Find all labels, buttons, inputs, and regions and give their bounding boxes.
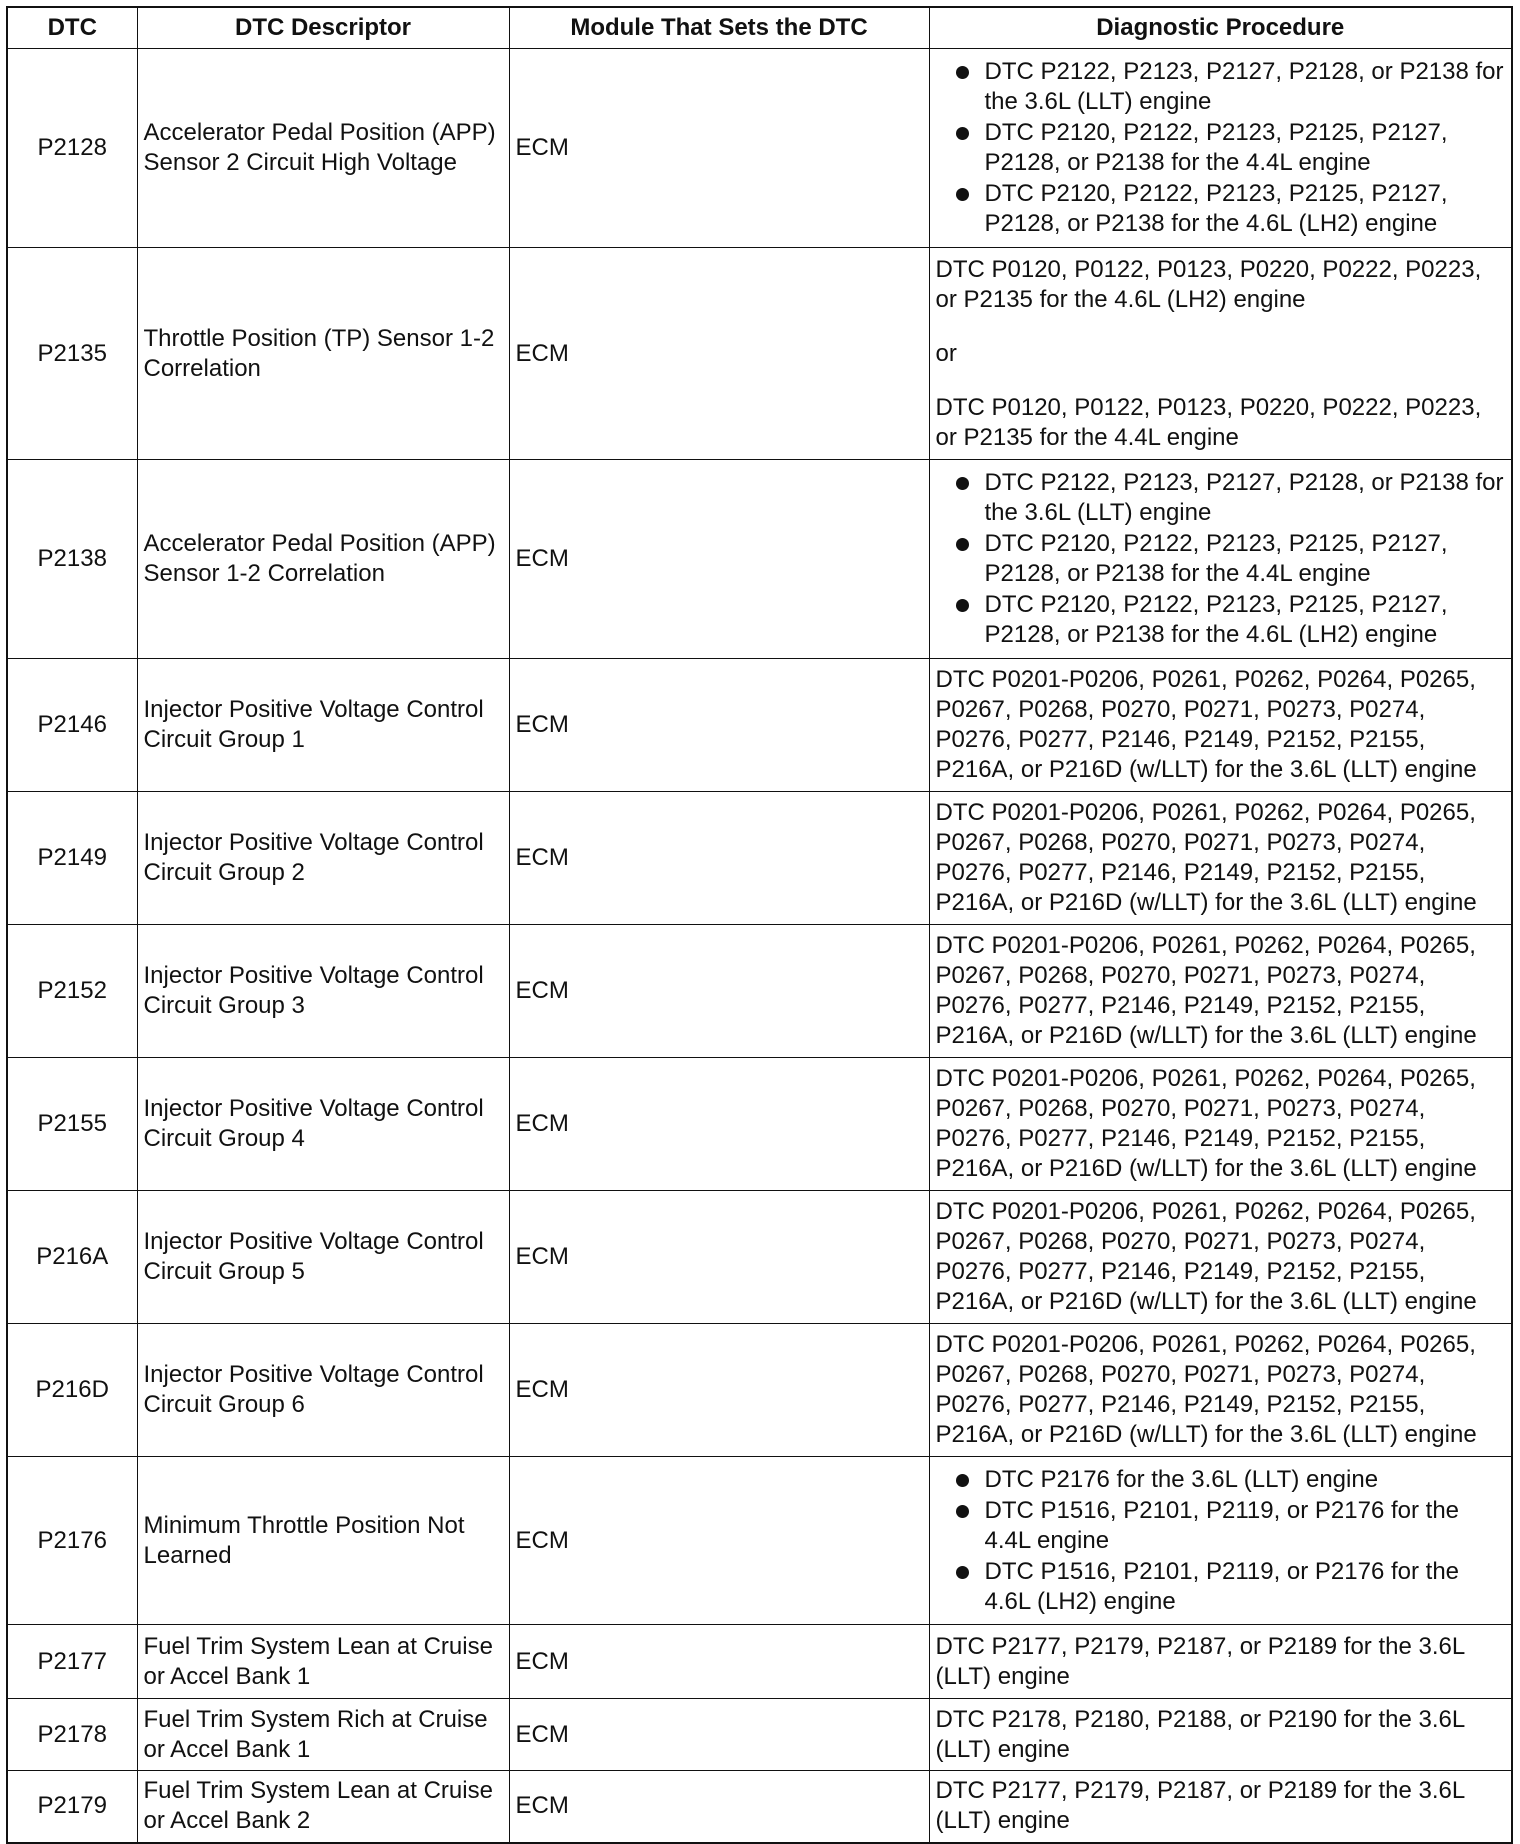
table-row — [7, 460, 1512, 659]
dtc-code-cell: P2178 — [7, 1699, 137, 1771]
header-module: Module That Sets the DTC — [509, 7, 929, 49]
header-procedure: Diagnostic Procedure — [929, 7, 1512, 49]
diagnostic-procedure-cell — [929, 925, 1512, 1058]
diagnostic-procedure-cell — [929, 1324, 1512, 1457]
procedure-text: DTC P2122, P2123, P2127, P2128, or P2138 for the 3.6L (LLT) engine — [984, 58, 1504, 115]
module-cell: ECM — [509, 925, 929, 1058]
bullet-icon — [956, 1566, 969, 1579]
procedure-list-item — [936, 118, 1506, 178]
procedure-paragraph: DTC P0201-P0206, P0261, P0262, P0264, P0265, P0267, P0268, P0270, P0271, P0273, P0274, P0276, P0277, P2146, P2149, P2152, P2155, P216A, or P216D (w/LLT) for the 3.6L (LLT) engine — [935, 1198, 1477, 1315]
module-cell: ECM — [509, 49, 929, 248]
procedure-text: DTC P2120, P2122, P2123, P2125, P2127, P2128, or P2138 for the 4.4L engine — [984, 530, 1448, 587]
procedure-list-item — [936, 1496, 1506, 1556]
dtc-code-cell: P216D — [7, 1324, 137, 1457]
dtc-code-cell: P2179 — [7, 1771, 137, 1843]
dtc-descriptor-cell: Fuel Trim System Lean at Cruise or Accel Bank 1 — [137, 1625, 509, 1699]
diagnostic-procedure-cell — [929, 49, 1512, 248]
table-row — [7, 49, 1512, 248]
dtc-descriptor-cell: Fuel Trim System Lean at Cruise or Accel Bank 2 — [137, 1771, 509, 1843]
paragraph-gap — [936, 315, 1506, 339]
procedure-paragraph: DTC P2177, P2179, P2187, or P2189 for the 3.6L (LLT) engine — [935, 1632, 1465, 1690]
procedure-text: DTC P2120, P2122, P2123, P2125, P2127, P2128, or P2138 for the 4.6L (LH2) engine — [984, 591, 1448, 648]
procedure-paragraph: DTC P0120, P0122, P0123, P0220, P0222, P0223, or P2135 for the 4.6L (LH2) engine — [935, 255, 1482, 313]
dtc-table — [6, 6, 1513, 1844]
paragraph-gap — [936, 369, 1506, 393]
diagnostic-procedure-cell — [929, 1191, 1512, 1324]
procedure-paragraph: or — [935, 339, 957, 367]
dtc-code-cell: P216A — [7, 1191, 137, 1324]
procedure-text: DTC P2176 for the 3.6L (LLT) engine — [984, 1465, 1379, 1493]
bullet-icon — [956, 599, 969, 612]
diagnostic-procedure-cell — [929, 659, 1512, 792]
dtc-descriptor-cell: Injector Positive Voltage Control Circuit Group 3 — [137, 925, 509, 1058]
dtc-descriptor-cell: Throttle Position (TP) Sensor 1-2 Correlation — [137, 248, 509, 460]
diagnostic-procedure-cell — [929, 1457, 1512, 1625]
diagnostic-procedure-cell — [929, 792, 1512, 925]
table-row — [7, 1771, 1512, 1843]
table-body — [7, 49, 1512, 1843]
procedure-text: DTC P1516, P2101, P2119, or P2176 for the 4.4L engine — [984, 1496, 1460, 1554]
bullet-icon — [956, 538, 969, 551]
module-cell: ECM — [509, 659, 929, 792]
dtc-code-cell: P2176 — [7, 1457, 137, 1625]
table-row — [7, 1625, 1512, 1699]
dtc-descriptor-cell: Injector Positive Voltage Control Circuit Group 1 — [137, 659, 509, 792]
dtc-code-cell: P2149 — [7, 792, 137, 925]
table-row — [7, 1699, 1512, 1771]
table-row — [7, 792, 1512, 925]
module-cell: ECM — [509, 460, 929, 659]
diagnostic-procedure-cell — [929, 1699, 1512, 1771]
header-dtc: DTC — [7, 7, 137, 49]
procedure-text: DTC P2122, P2123, P2127, P2128, or P2138 for the 3.6L (LLT) engine — [984, 469, 1504, 526]
dtc-descriptor-cell: Accelerator Pedal Position (APP) Sensor 1-2 Correlation — [137, 460, 509, 659]
table-row — [7, 659, 1512, 792]
module-cell: ECM — [509, 1771, 929, 1843]
dtc-code-cell: P2135 — [7, 248, 137, 460]
procedure-paragraph: DTC P2178, P2180, P2188, or P2190 for the 3.6L (LLT) engine — [935, 1705, 1465, 1763]
dtc-code-cell: P2152 — [7, 925, 137, 1058]
procedure-list-item — [936, 1465, 1506, 1495]
dtc-descriptor-cell: Injector Positive Voltage Control Circuit Group 5 — [137, 1191, 509, 1324]
module-cell: ECM — [509, 1625, 929, 1699]
bullet-icon — [956, 477, 969, 490]
procedure-list-item — [936, 57, 1506, 117]
procedure-list-item — [936, 179, 1506, 239]
bullet-icon — [956, 1505, 969, 1518]
header-descriptor: DTC Descriptor — [137, 7, 509, 49]
dtc-code-cell: P2146 — [7, 659, 137, 792]
module-cell: ECM — [509, 1699, 929, 1771]
bullet-icon — [956, 1474, 969, 1487]
table-row — [7, 1457, 1512, 1625]
procedure-list-item — [936, 590, 1506, 650]
table-row — [7, 1324, 1512, 1457]
diagnostic-procedure-cell — [929, 1058, 1512, 1191]
procedure-paragraph: DTC P2177, P2179, P2187, or P2189 for the 3.6L (LLT) engine — [935, 1777, 1465, 1835]
procedure-paragraph: DTC P0201-P0206, P0261, P0262, P0264, P0265, P0267, P0268, P0270, P0271, P0273, P0274, P0276, P0277, P2146, P2149, P2152, P2155, P216A, or P216D (w/LLT) for the 3.6L (LLT) engine — [935, 1065, 1477, 1182]
dtc-code-cell: P2138 — [7, 460, 137, 659]
procedure-text: DTC P1516, P2101, P2119, or P2176 for the 4.6L (LH2) engine — [984, 1557, 1460, 1615]
dtc-code-cell: P2128 — [7, 49, 137, 248]
procedure-paragraph: DTC P0201-P0206, P0261, P0262, P0264, P0265, P0267, P0268, P0270, P0271, P0273, P0274, P0276, P0277, P2146, P2149, P2152, P2155, P216A, or P216D (w/LLT) for the 3.6L (LLT) engine — [935, 1331, 1477, 1448]
dtc-descriptor-cell: Accelerator Pedal Position (APP) Sensor 2 Circuit High Voltage — [137, 49, 509, 248]
procedure-bullet-list — [936, 468, 1506, 650]
dtc-descriptor-cell: Injector Positive Voltage Control Circuit Group 4 — [137, 1058, 509, 1191]
dtc-code-cell: P2155 — [7, 1058, 137, 1191]
header-row — [7, 7, 1512, 49]
procedure-text: DTC P2120, P2122, P2123, P2125, P2127, P2128, or P2138 for the 4.4L engine — [984, 119, 1448, 176]
diagnostic-procedure-cell — [929, 248, 1512, 460]
table-row — [7, 248, 1512, 460]
dtc-descriptor-cell: Fuel Trim System Rich at Cruise or Accel Bank 1 — [137, 1699, 509, 1771]
procedure-paragraph: DTC P0201-P0206, P0261, P0262, P0264, P0265, P0267, P0268, P0270, P0271, P0273, P0274, P0276, P0277, P2146, P2149, P2152, P2155, P216A, or P216D (w/LLT) for the 3.6L (LLT) engine — [935, 666, 1477, 783]
dtc-descriptor-cell: Minimum Throttle Position Not Learned — [137, 1457, 509, 1625]
dtc-descriptor-cell: Injector Positive Voltage Control Circuit Group 2 — [137, 792, 509, 925]
bullet-icon — [956, 66, 969, 79]
table-row — [7, 925, 1512, 1058]
module-cell: ECM — [509, 1191, 929, 1324]
procedure-list-item — [936, 468, 1506, 528]
procedure-list-item — [936, 529, 1506, 589]
module-cell: ECM — [509, 1058, 929, 1191]
procedure-paragraph: DTC P0201-P0206, P0261, P0262, P0264, P0265, P0267, P0268, P0270, P0271, P0273, P0274, P0276, P0277, P2146, P2149, P2152, P2155, P216A, or P216D (w/LLT) for the 3.6L (LLT) engine — [935, 799, 1477, 916]
module-cell: ECM — [509, 792, 929, 925]
dtc-descriptor-cell: Injector Positive Voltage Control Circuit Group 6 — [137, 1324, 509, 1457]
table-row — [7, 1191, 1512, 1324]
table-row — [7, 1058, 1512, 1191]
procedure-text: DTC P2120, P2122, P2123, P2125, P2127, P2128, or P2138 for the 4.6L (LH2) engine — [984, 180, 1448, 237]
procedure-bullet-list — [936, 1465, 1506, 1617]
diagnostic-procedure-cell — [929, 460, 1512, 659]
diagnostic-procedure-cell — [929, 1625, 1512, 1699]
diagnostic-procedure-cell — [929, 1771, 1512, 1843]
procedure-paragraph: DTC P0201-P0206, P0261, P0262, P0264, P0265, P0267, P0268, P0270, P0271, P0273, P0274, P0276, P0277, P2146, P2149, P2152, P2155, P216A, or P216D (w/LLT) for the 3.6L (LLT) engine — [935, 932, 1477, 1049]
module-cell: ECM — [509, 248, 929, 460]
bullet-icon — [956, 188, 969, 201]
procedure-bullet-list — [936, 57, 1506, 239]
dtc-code-cell: P2177 — [7, 1625, 137, 1699]
procedure-paragraph: DTC P0120, P0122, P0123, P0220, P0222, P0223, or P2135 for the 4.4L engine — [935, 393, 1482, 451]
module-cell: ECM — [509, 1324, 929, 1457]
bullet-icon — [956, 127, 969, 140]
procedure-list-item — [936, 1557, 1506, 1617]
module-cell: ECM — [509, 1457, 929, 1625]
